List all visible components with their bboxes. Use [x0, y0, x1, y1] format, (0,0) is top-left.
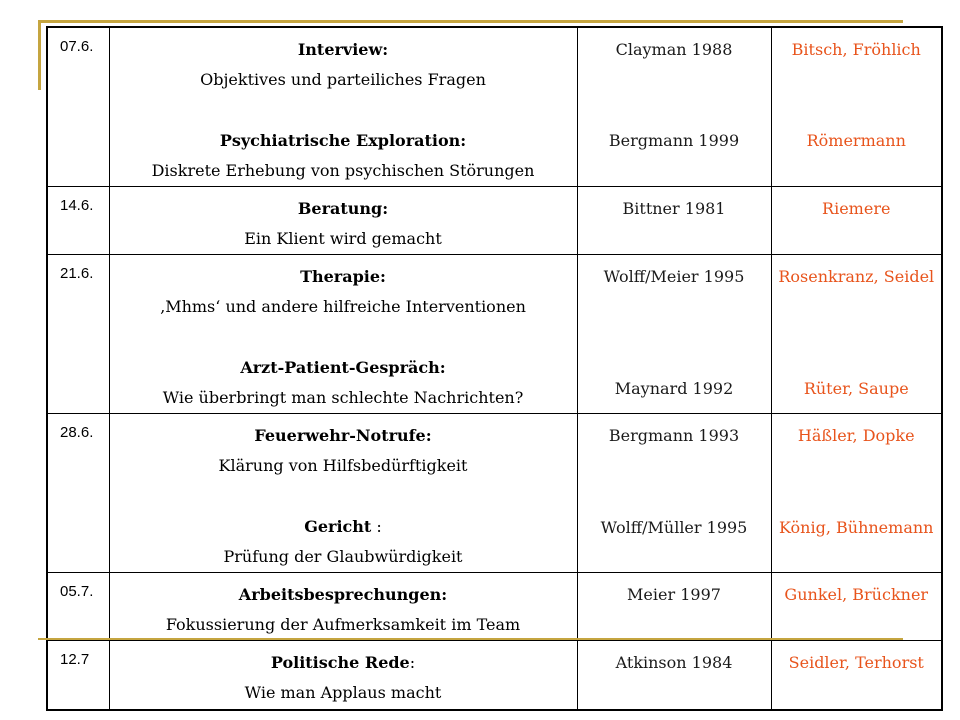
- table-row: [47, 573, 942, 641]
- author-ref: Atkinson 1984: [615, 653, 733, 672]
- presenter-names: Rüter, Saupe: [803, 379, 909, 398]
- author-ref: Bergmann 1993: [608, 426, 740, 445]
- presenter-cell: [771, 414, 942, 573]
- table-row: [47, 187, 942, 255]
- presenter-cell: [771, 255, 942, 414]
- presenter-cell: [771, 187, 942, 255]
- table-row: [47, 255, 942, 414]
- topic-cell: [109, 27, 577, 187]
- topic-subtitle: ‚Mhms‘ und andere hilfreiche Interventionen: [160, 297, 526, 316]
- date-cell: 05.7.: [47, 573, 109, 641]
- presenter-names: Bitsch, Fröhlich: [791, 40, 921, 59]
- date-cell: 28.6.: [47, 414, 109, 573]
- topic-subtitle: Wie man Applaus macht: [244, 683, 442, 702]
- date-cell: 14.6.: [47, 187, 109, 255]
- presenter-names: Seidler, Terhorst: [788, 653, 924, 672]
- presenter-names: Häßler, Dopke: [797, 426, 915, 445]
- presenter-names: König, Bühnemann: [779, 518, 934, 537]
- presenter-cell: [771, 641, 942, 710]
- author-ref: Wolff/Müller 1995: [600, 518, 748, 537]
- topic-cell: [109, 255, 577, 414]
- author-cell: [577, 27, 771, 187]
- topic-subtitle: Prüfung der Glaubwürdigkeit: [223, 547, 463, 566]
- table-row: [47, 27, 942, 187]
- table-row: [47, 641, 942, 710]
- topic-title: Feuerwehr-Notrufe:: [254, 426, 432, 445]
- decor-line-bottom: [38, 638, 903, 640]
- topic-title: Politische Rede: [270, 653, 410, 672]
- presenter-names: Riemere: [822, 199, 891, 218]
- decor-line-left: [38, 20, 41, 90]
- author-cell: [577, 641, 771, 710]
- author-cell: [577, 414, 771, 573]
- date-cell: 12.7: [47, 641, 109, 710]
- author-ref: Maynard 1992: [614, 379, 734, 398]
- author-cell: [577, 187, 771, 255]
- topic-cell: [109, 414, 577, 573]
- presenter-names: Römermann: [806, 131, 906, 150]
- author-cell: [577, 255, 771, 414]
- topic-subtitle: Objektives und parteiliches Fragen: [200, 70, 486, 89]
- topic-title: Arzt-Patient-Gespräch:: [240, 358, 446, 377]
- topic-subtitle: Wie überbringt man schlechte Nachrichten?: [162, 388, 524, 407]
- topic-subtitle: Fokussierung der Aufmerksamkeit im Team: [165, 615, 521, 634]
- presenter-cell: [771, 573, 942, 641]
- author-ref: Wolff/Meier 1995: [603, 267, 745, 286]
- topic-title-suffix: :: [409, 653, 416, 672]
- schedule-table: [46, 26, 943, 711]
- topic-subtitle: Diskrete Erhebung von psychischen Störungen: [151, 161, 535, 180]
- topic-subtitle: Ein Klient wird gemacht: [244, 229, 442, 248]
- presenter-names: Gunkel, Brückner: [784, 585, 929, 604]
- date-cell: 07.6.: [47, 27, 109, 187]
- topic-title: Arbeitsbesprechungen:: [238, 585, 448, 604]
- topic-title: Gericht: [304, 517, 372, 536]
- topic-title-suffix: :: [371, 517, 382, 536]
- author-ref: Bergmann 1999: [608, 131, 740, 150]
- topic-cell: [109, 573, 577, 641]
- topic-title: Psychiatrische Exploration:: [219, 131, 467, 150]
- author-ref: Clayman 1988: [615, 40, 733, 59]
- presenter-cell: [771, 27, 942, 187]
- topic-cell: [109, 187, 577, 255]
- topic-title: Therapie:: [300, 267, 386, 286]
- author-ref: Meier 1997: [627, 585, 721, 604]
- author-cell: [577, 573, 771, 641]
- topic-cell: [109, 641, 577, 710]
- topic-subtitle: Klärung von Hilfsbedürftigkeit: [218, 456, 468, 475]
- topic-title: Interview:: [297, 40, 389, 59]
- decor-line-top: [38, 20, 903, 23]
- table-row: [47, 414, 942, 573]
- topic-title: Beratung:: [297, 199, 389, 218]
- date-cell: 21.6.: [47, 255, 109, 414]
- author-ref: Bittner 1981: [622, 199, 726, 218]
- presenter-names: Rosenkranz, Seidel: [778, 267, 935, 286]
